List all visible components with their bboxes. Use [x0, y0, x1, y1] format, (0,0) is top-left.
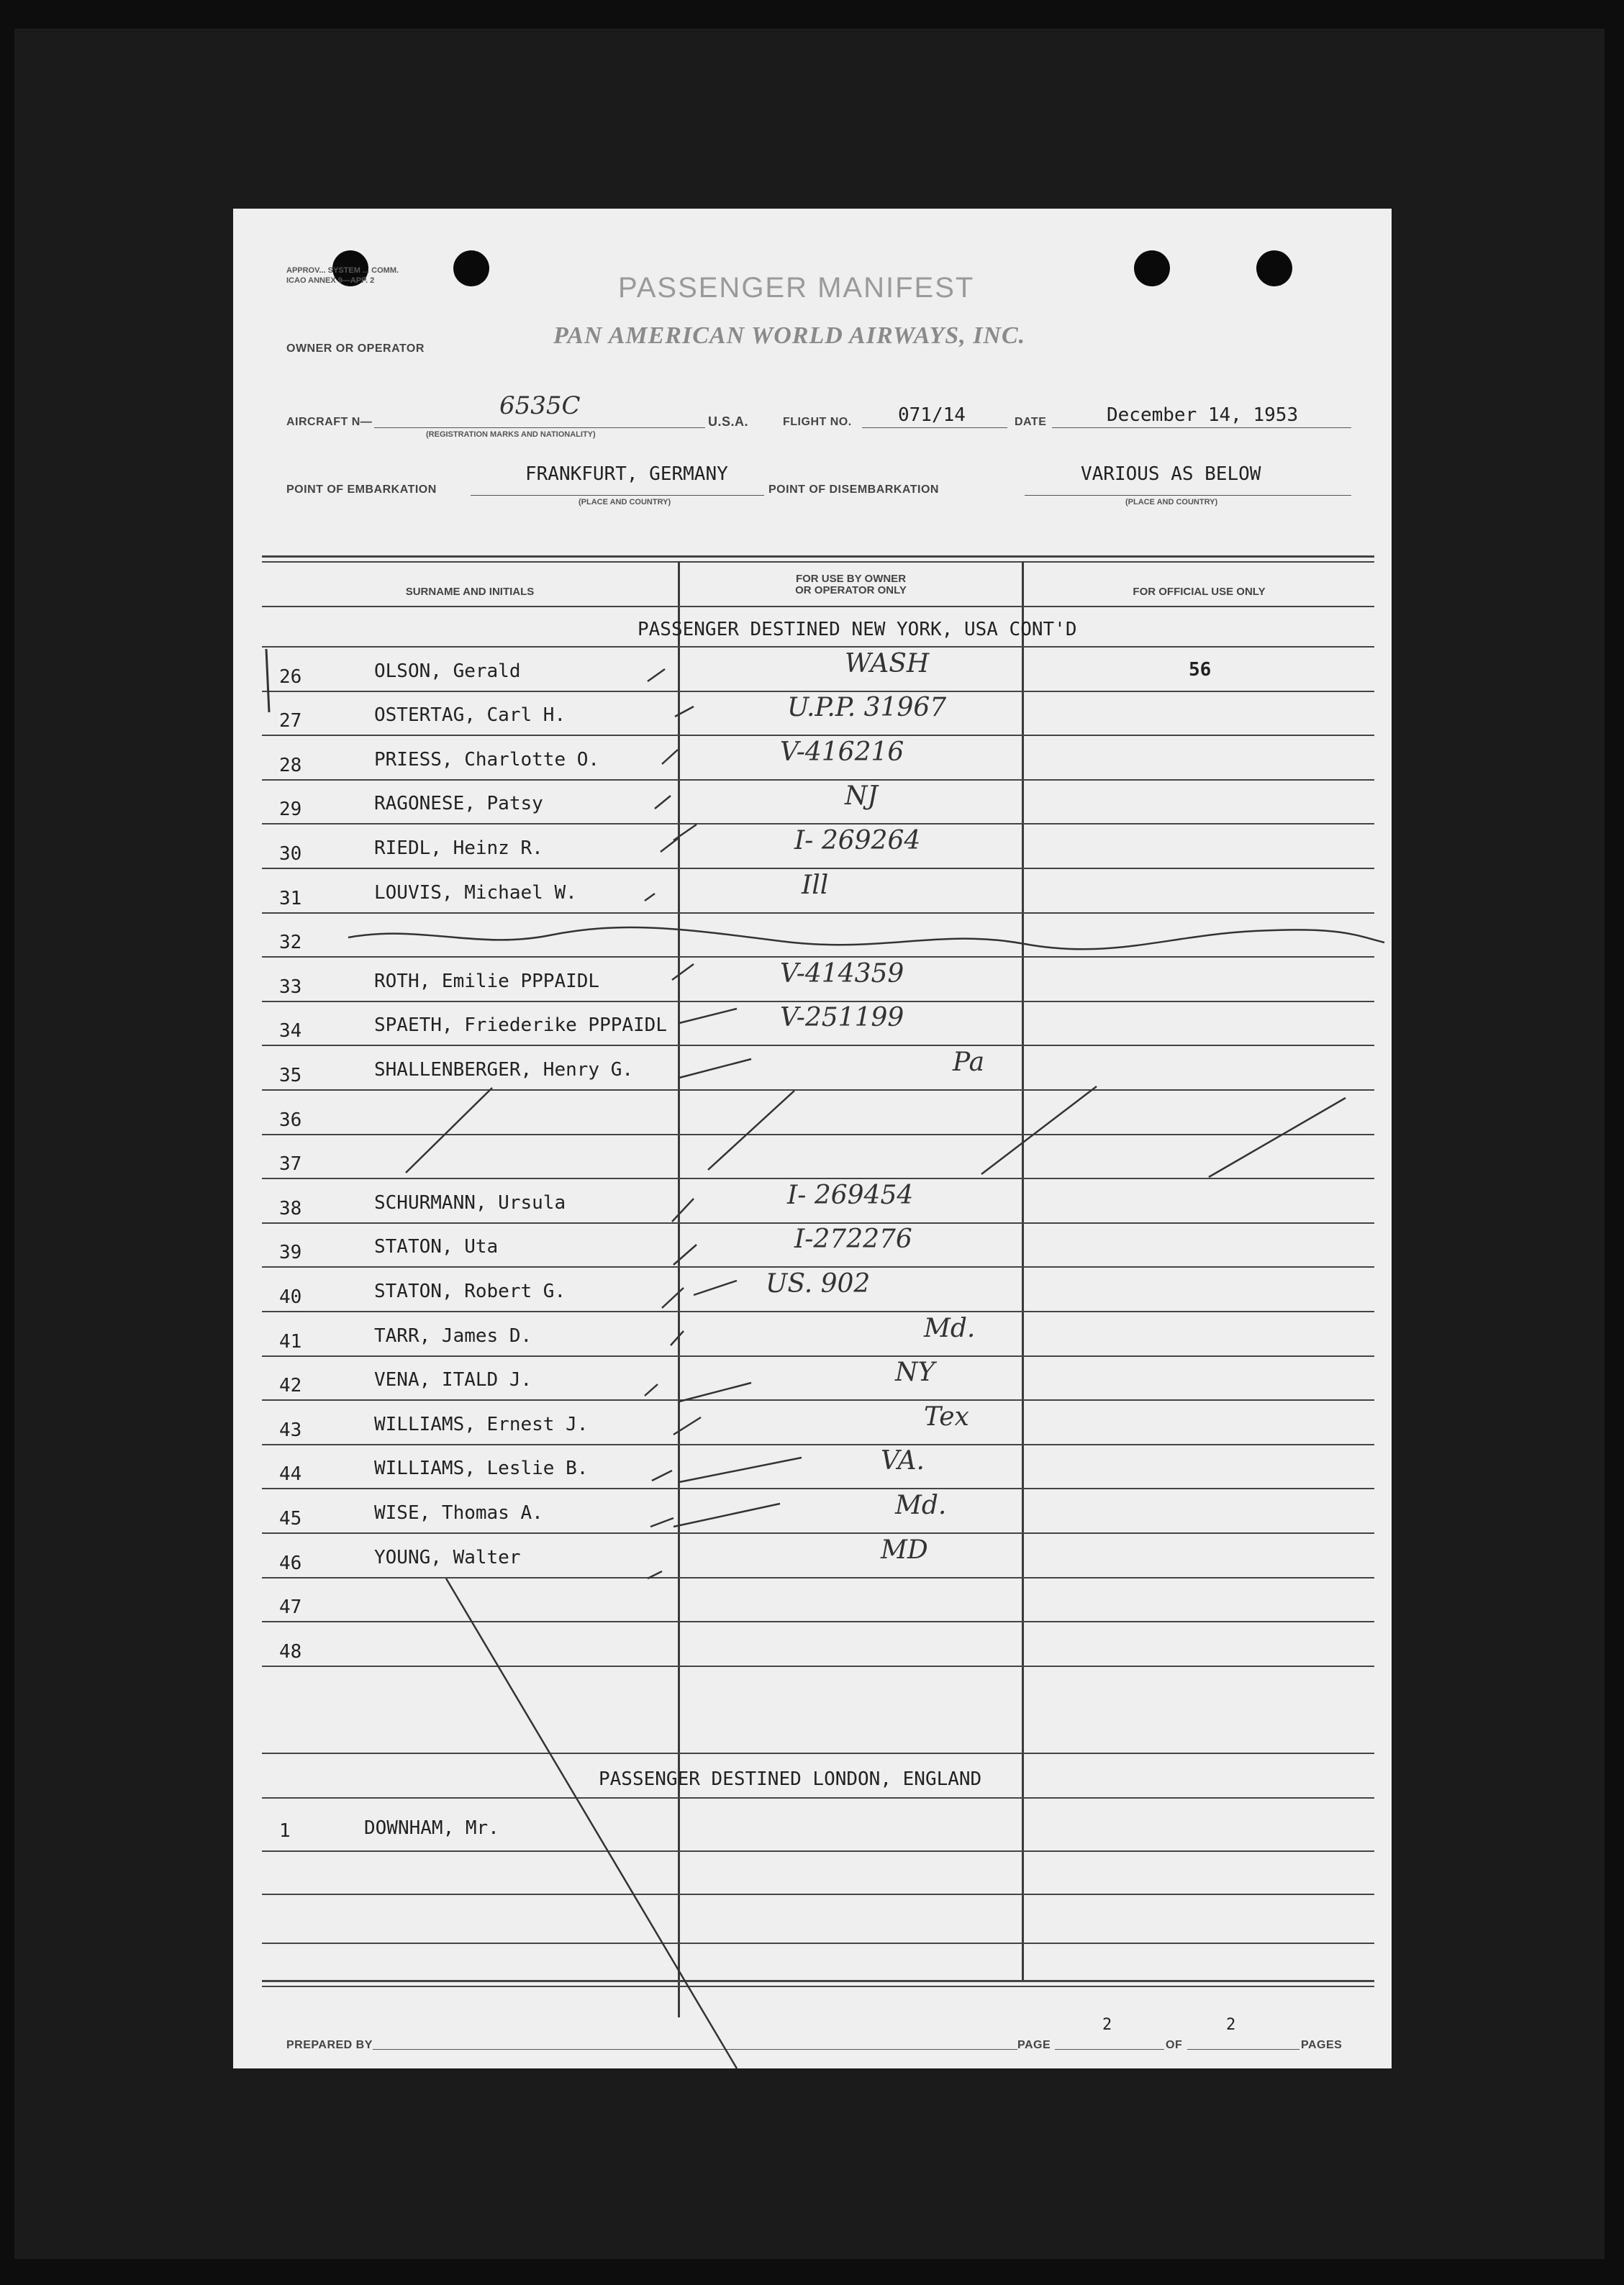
column-header-owner-use: FOR USE BY OWNER: [795, 573, 907, 585]
handwritten-note: Pa: [953, 1048, 985, 1077]
row-number: 37: [279, 1153, 302, 1176]
handwritten-note: V-416216: [780, 737, 904, 767]
manifest-sheet: [233, 209, 1392, 2068]
airline-name: PAN AMERICAN WORLD AIRWAYS, INC.: [553, 322, 1026, 349]
registration-caption: (REGISTRATION MARKS AND NATIONALITY): [426, 430, 596, 439]
row-number: 33: [279, 976, 302, 998]
handwritten-note: WASH: [845, 648, 930, 678]
official-use-value: 56: [1189, 658, 1212, 681]
disembark-value: VARIOUS AS BELOW: [1081, 463, 1261, 485]
row-number: 43: [279, 1419, 302, 1441]
owner-label: OWNER OR OPERATOR: [286, 342, 425, 355]
row-number: 47: [279, 1596, 302, 1619]
row-number: 36: [279, 1109, 302, 1131]
section-title-london: PASSENGER DESTINED LONDON, ENGLAND: [599, 1768, 982, 1790]
handwritten-note: V-414359: [780, 958, 904, 989]
passenger-name: OSTERTAG, Carl H.: [374, 704, 566, 727]
row-number: 48: [279, 1640, 302, 1663]
column-header-owner-use-line2: OR OPERATOR ONLY: [795, 584, 907, 596]
page-number: 2: [1102, 2016, 1112, 2034]
aircraft-label: AIRCRAFT N—: [286, 416, 373, 428]
passenger-name: TARR, James D.: [374, 1325, 532, 1347]
row-number: 45: [279, 1508, 302, 1530]
passenger-name: RIEDL, Heinz R.: [374, 837, 543, 859]
handwritten-note: NJ: [845, 781, 878, 812]
handwritten-note: MD: [881, 1535, 928, 1565]
handwritten-note: Tex: [924, 1402, 969, 1432]
handwritten-note: Ill: [802, 870, 829, 900]
prepared-by-label: PREPARED BY: [286, 2039, 373, 2051]
row-number: 27: [279, 710, 302, 732]
passenger-name: YOUNG, Walter: [374, 1546, 521, 1568]
row-number: 30: [279, 843, 302, 865]
row-number: 42: [279, 1375, 302, 1397]
aircraft-value: 6535C: [499, 391, 581, 420]
passenger-name: ROTH, Emilie PPPAIDL: [374, 970, 600, 992]
approval-note-annex: ICAO ANNEX 9—APP. 2: [286, 276, 375, 285]
passenger-name: STATON, Uta: [374, 1236, 499, 1258]
flight-value: 071/14: [898, 404, 966, 426]
handwritten-note: VA.: [881, 1446, 925, 1476]
handwritten-note: US. 902: [766, 1269, 871, 1299]
page-label: PAGE: [1017, 2039, 1051, 2051]
row-number: 31: [279, 887, 302, 909]
passenger-name: OLSON, Gerald: [374, 660, 521, 682]
embark-value: FRANKFURT, GERMANY: [525, 463, 728, 485]
row-number: 40: [279, 1286, 302, 1308]
column-header-surname: SURNAME AND INITIALS: [405, 586, 535, 598]
passenger-name: RAGONESE, Patsy: [374, 793, 543, 815]
embark-label: POINT OF EMBARKATION: [286, 483, 437, 496]
row-number: 39: [279, 1242, 302, 1264]
approval-note: APPROV... SYSTEM ... COMM.: [286, 266, 399, 275]
row-number: 46: [279, 1552, 302, 1574]
row-number: 44: [279, 1463, 302, 1486]
usa-label: U.S.A.: [708, 414, 749, 429]
passenger-name: SCHURMANN, Ursula: [374, 1191, 566, 1214]
passenger-name: STATON, Robert G.: [374, 1281, 566, 1302]
passenger-name: PRIESS, Charlotte O.: [374, 748, 600, 771]
handwritten-note: V-251199: [780, 1003, 904, 1033]
handwritten-note: Md.: [895, 1491, 947, 1520]
handwritten-note: I- 269454: [787, 1180, 914, 1210]
row-number: 34: [279, 1020, 302, 1042]
row-number: 35: [279, 1065, 302, 1086]
column-header-official: FOR OFFICIAL USE ONLY: [1133, 586, 1266, 598]
total-pages: 2: [1226, 2016, 1236, 2034]
handwritten-note: U.P.P. 31967: [787, 693, 947, 723]
passenger-name: WILLIAMS, Ernest J.: [374, 1413, 589, 1435]
pages-label: PAGES: [1301, 2039, 1343, 2051]
passenger-name: SPAETH, Friederike PPPAIDL: [374, 1014, 667, 1037]
passenger-name: WISE, Thomas A.: [374, 1502, 543, 1524]
embark-caption: (PLACE AND COUNTRY): [579, 498, 671, 506]
row-number: 29: [279, 799, 302, 821]
disembark-label: POINT OF DISEMBARKATION: [768, 483, 939, 496]
disembark-caption: (PLACE AND COUNTRY): [1125, 498, 1218, 506]
row-number: 32: [279, 932, 302, 954]
passenger-name: LOUVIS, Michael W.: [374, 881, 577, 904]
row-number: 1: [279, 1820, 291, 1842]
handwritten-note: I- 269264: [794, 826, 921, 855]
passenger-name: VENA, ITALD J.: [374, 1369, 532, 1391]
row-number: 28: [279, 754, 302, 776]
of-label: OF: [1166, 2039, 1183, 2051]
handwritten-note: I-272276: [794, 1225, 912, 1255]
passenger-name: WILLIAMS, Leslie B.: [374, 1458, 589, 1480]
date-value: December 14, 1953: [1107, 404, 1299, 426]
section-title-new-york: PASSENGER DESTINED NEW YORK, USA CONT'D: [638, 619, 1077, 640]
row-number: 41: [279, 1330, 302, 1353]
row-number: 38: [279, 1197, 302, 1219]
date-label: DATE: [1015, 416, 1047, 428]
passenger-name: DOWNHAM, Mr.: [364, 1817, 499, 1839]
row-number: 26: [279, 665, 302, 688]
passenger-name: SHALLENBERGER, Henry G.: [374, 1059, 634, 1081]
flight-label: FLIGHT NO.: [783, 416, 852, 428]
handwritten-note: Md.: [924, 1313, 976, 1343]
form-title: PASSENGER MANIFEST: [618, 272, 975, 304]
pen-strokes: [233, 209, 1392, 2068]
handwritten-note: NY: [895, 1358, 935, 1388]
